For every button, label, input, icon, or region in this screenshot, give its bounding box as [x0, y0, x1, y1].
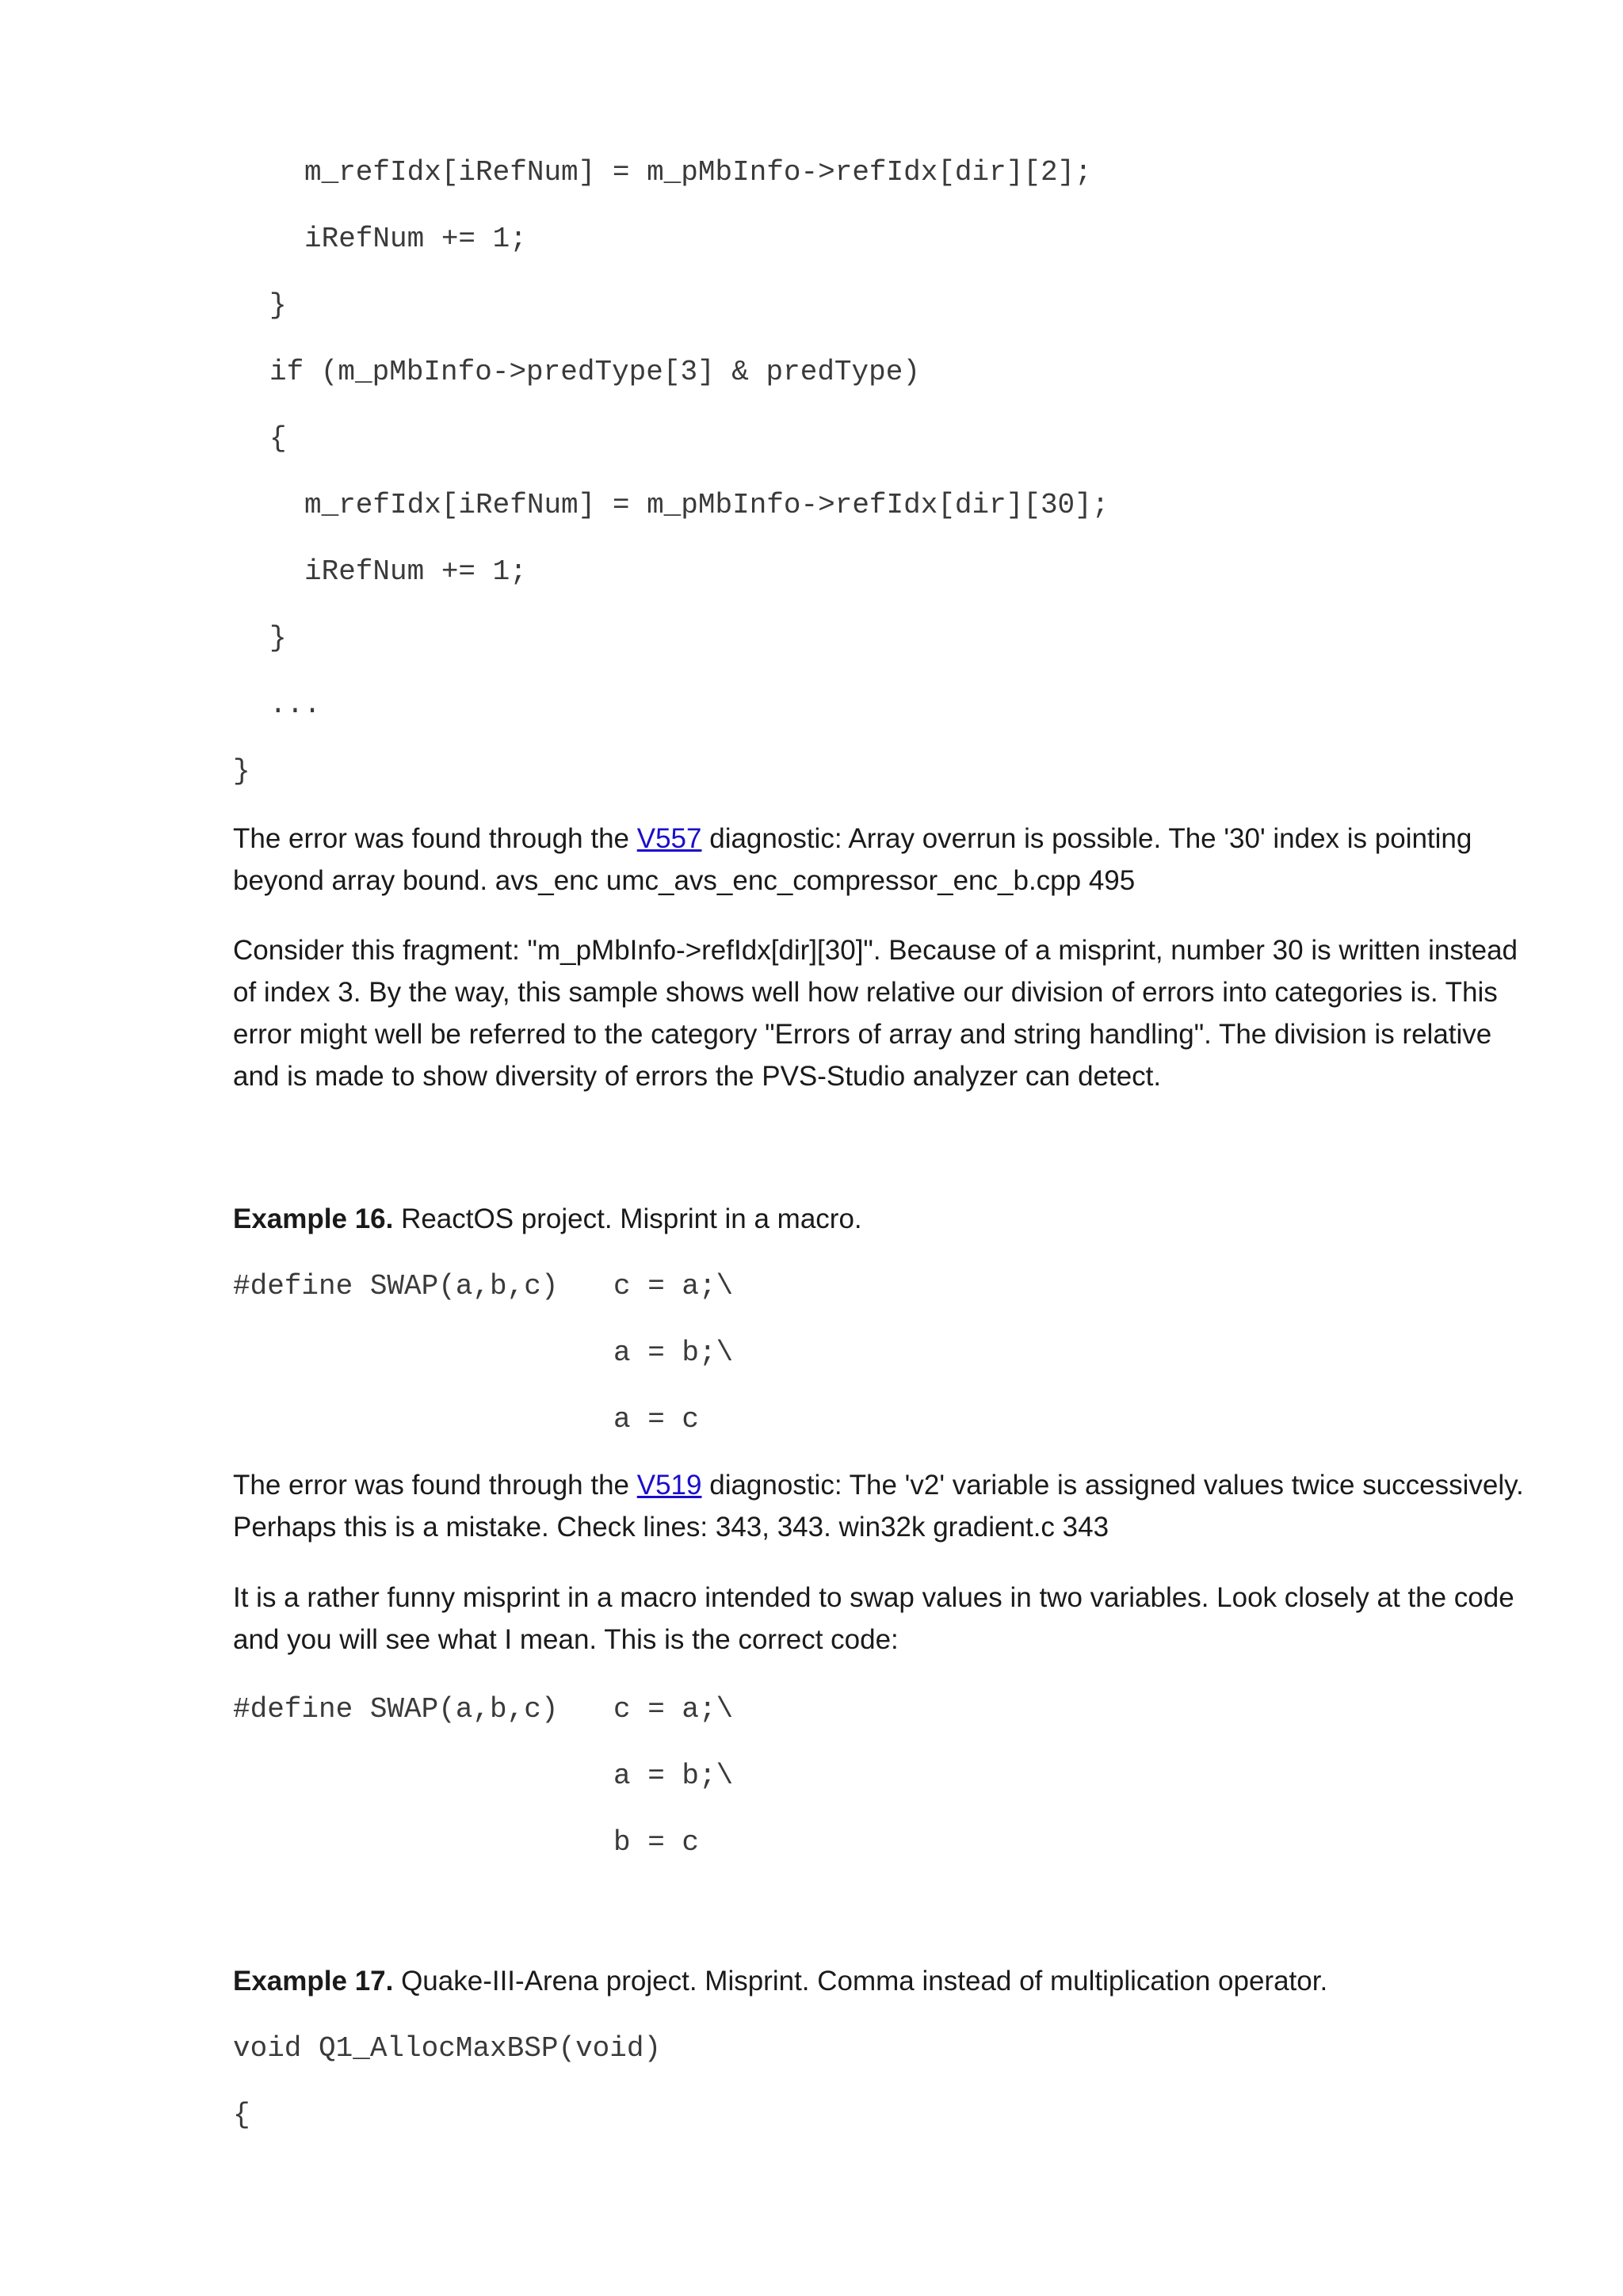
paragraph-text: diagnostic: Array overrun is possible. The '30' index is pointing beyond array bound. avs_enc umc_avs_enc_compressor_enc_b.cpp 495: [233, 823, 1472, 896]
diagnostic-link-v557[interactable]: V557: [636, 823, 702, 854]
paragraph-text: The error was found through the: [233, 1470, 637, 1501]
code-line: a = b;\: [613, 1760, 734, 1792]
code-line: a = c: [613, 1403, 700, 1436]
code-line: b = c: [613, 1826, 700, 1859]
paragraph-text: The error was found through the: [233, 823, 637, 854]
explanation-paragraph: It is a rather funny misprint in a macro intended to swap values in two variables. Look closely at the code and you will see what I mean. This is the correct code:: [233, 1582, 1514, 1655]
code-line: #define SWAP(a,b,c): [233, 1693, 559, 1726]
example-title: Quake-III-Arena project. Misprint. Comma instead of multiplication operator.: [393, 1966, 1328, 1997]
paragraph-text: diagnostic: The 'v2' variable is assigned values twice successively. Perhaps this is a mistake. Check lines: 343, 343. win32k gradient.c 343: [233, 1470, 1524, 1543]
example-heading: [233, 1960, 1533, 2002]
code-line: c = a;\: [613, 1270, 734, 1302]
code-line: }: [269, 289, 287, 322]
code-line: iRefNum += 1;: [304, 223, 527, 255]
example-label: Example 17.: [233, 1966, 394, 1997]
code-line: c = a;\: [613, 1693, 734, 1726]
code-line: }: [269, 622, 287, 654]
explanation-paragraph: Consider this fragment: "m_pMbInfo->refIdx[dir][30]". Because of a misprint, number 30 is written instead of index 3. By the way, this sample shows well how relative our division of errors into categories is. This error might well be referred to the category "Errors of array and string handling". The division is relative and is made to show diversity of errors the PVS-Studio analyzer can detect.: [233, 935, 1518, 1092]
code-line: m_refIdx[iRefNum] = m_pMbInfo->refIdx[dir][2];: [304, 156, 1092, 189]
diagnostic-paragraph: [233, 818, 1533, 902]
example-heading: [233, 1198, 1533, 1240]
code-line: {: [269, 422, 287, 455]
code-line: }: [233, 755, 250, 788]
code-line: m_refIdx[iRefNum] = m_pMbInfo->refIdx[dir][30];: [304, 489, 1109, 521]
code-line: #define SWAP(a,b,c): [233, 1270, 559, 1302]
code-line: {: [233, 2099, 250, 2131]
example-label: Example 16.: [233, 1203, 394, 1234]
example-title: ReactOS project. Misprint in a macro.: [393, 1203, 862, 1234]
code-line: iRefNum += 1;: [304, 555, 527, 588]
diagnostic-paragraph: [233, 1464, 1533, 1548]
code-line: void Q1_AllocMaxBSP(void): [233, 2032, 662, 2065]
code-line: if (m_pMbInfo->predType[3] & predType): [269, 356, 920, 388]
code-line: ...: [269, 688, 321, 721]
code-line: a = b;\: [613, 1337, 734, 1369]
diagnostic-link-v519[interactable]: V519: [636, 1470, 702, 1501]
